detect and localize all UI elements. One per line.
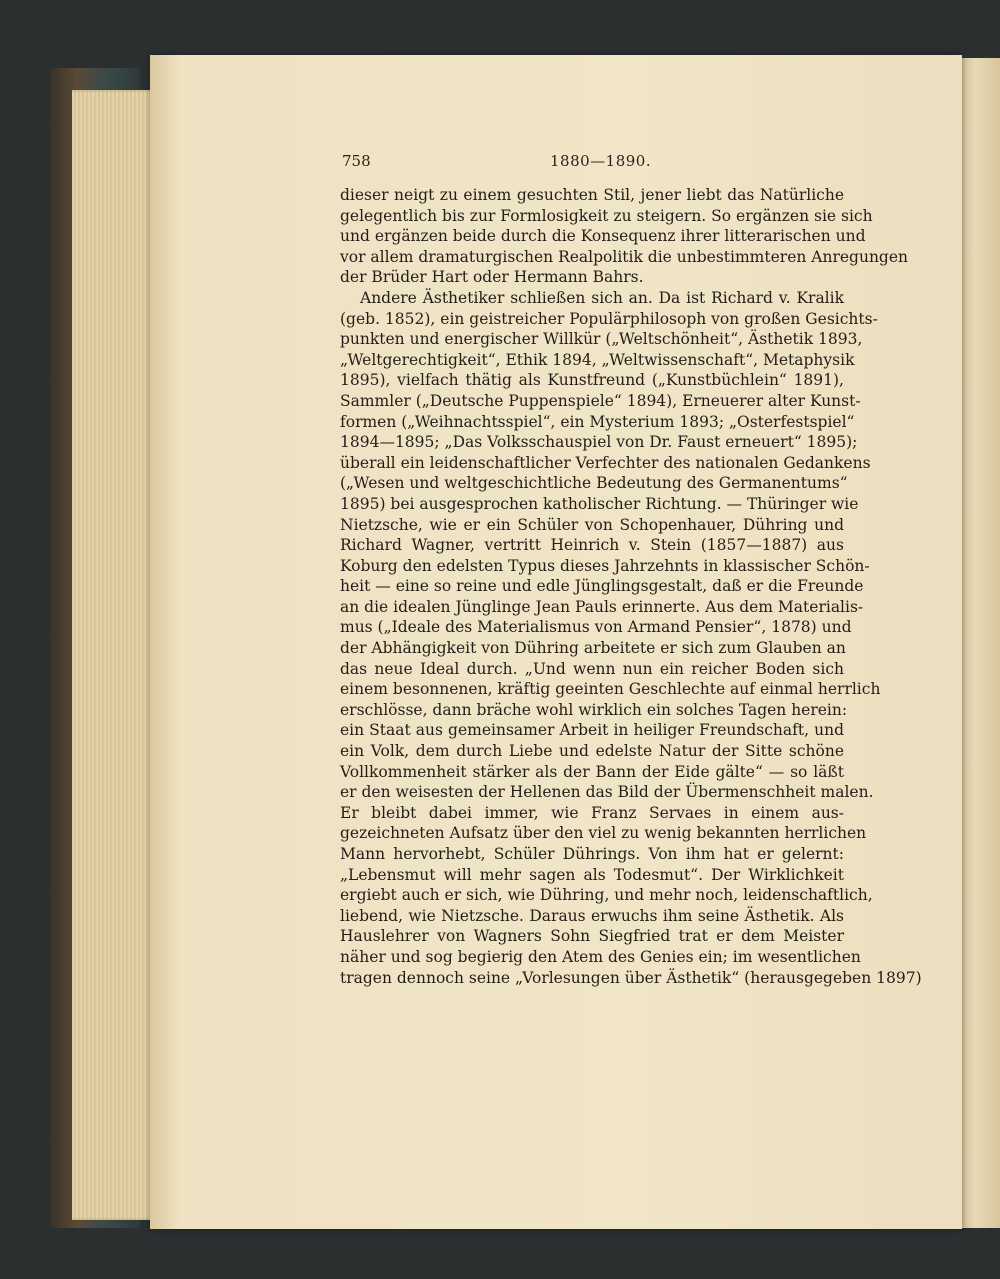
text-line: Hauslehrer von Wagners Sohn Siegfried trat er dem Meister	[340, 927, 844, 946]
text-line: einem besonnenen, kräftig geeinten Geschlechte auf einmal herrlich	[340, 680, 881, 699]
text-line: 1894—1895; „Das Volksschauspiel von Dr. Faust erneuert“ 1895);	[340, 433, 858, 452]
text-line: gelegentlich bis zur Formlosigkeit zu steigern. So ergänzen sie sich	[340, 206, 873, 225]
text-line: näher und sog begierig den Atem des Genies ein; im wesentlichen	[340, 947, 861, 966]
text-line: der Brüder Hart oder Hermann Bahrs.	[340, 268, 644, 287]
text-line: Koburg den edelsten Typus dieses Jahrzehnts in klassischer Schön-	[340, 556, 870, 575]
running-head: 1880—1890.	[550, 152, 652, 170]
page-header	[342, 152, 842, 176]
text-line: Vollkommenheit stärker als der Bann der Eide gälte“ — so läßt	[340, 762, 844, 781]
text-line: (geb. 1852), ein geistreicher Populärphilosoph von großen Gesichts-	[340, 309, 878, 328]
text-line: liebend, wie Nietzsche. Daraus erwuchs ihm seine Ästhetik. Als	[340, 906, 844, 925]
text-line: Mann hervorhebt, Schüler Dührings. Von ihm hat er gelernt:	[340, 845, 844, 863]
text-line: „Weltgerechtigkeit“, Ethik 1894, „Weltwissenschaft“, Metaphysik	[340, 350, 855, 369]
text-line: („Wesen und weltgeschichtliche Bedeutung des Germanentums“	[340, 474, 848, 493]
text-line: der Abhängigkeit von Dühring arbeitete er sich zum Glauben an	[340, 639, 846, 658]
text-line: ein Volk, dem durch Liebe und edelste Natur der Sitte schöne	[340, 742, 844, 761]
page-number: 758	[342, 152, 371, 170]
text-line: er den weisesten der Hellenen das Bild der Übermenschheit malen.	[340, 783, 874, 802]
text-line: überall ein leidenschaftlicher Verfechter des nationalen Gedankens	[340, 453, 871, 472]
text-line: ergiebt auch er sich, wie Dühring, und mehr noch, leidenschaftlich,	[340, 886, 873, 905]
body-text	[340, 185, 922, 988]
text-line: vor allem dramaturgischen Realpolitik die unbestimmteren Anregungen	[340, 247, 908, 266]
text-line: gezeichneten Aufsatz über den viel zu wenig bekannten herrlichen	[340, 824, 867, 843]
text-line: tragen dennoch seine „Vorlesungen über Ästhetik“ (herausgegeben 1897)	[340, 968, 922, 987]
facing-page-edge	[958, 58, 1000, 1228]
text-line: und ergänzen beide durch die Konsequenz ihrer litterarischen und	[340, 227, 866, 246]
text-line: das neue Ideal durch. „Und wenn nun ein reicher Boden sich	[340, 659, 844, 678]
text-line: 1895), vielfach thätig als Kunstfreund („Kunstbüchlein“ 1891),	[340, 371, 844, 390]
text-line: Sammler („Deutsche Puppenspiele“ 1894), Erneuerer alter Kunst-	[340, 391, 861, 410]
page-edges	[72, 90, 162, 1220]
text-line: 1895) bei ausgesprochen katholischer Richtung. — Thüringer wie	[340, 494, 859, 513]
text-line: „Lebensmut will mehr sagen als Todesmut“. Der Wirklichkeit	[340, 865, 844, 884]
text-line: Andere Ästhetiker schließen sich an. Da ist Richard v. Kralik	[360, 288, 844, 307]
text-line: Er bleibt dabei immer, wie Franz Servaes in einem aus-	[340, 803, 844, 822]
text-line: heit — eine so reine und edle Jünglingsgestalt, daß er die Freunde	[340, 577, 864, 596]
text-line: Nietzsche, wie er ein Schüler von Schopenhauer, Dühring und	[340, 515, 844, 534]
text-line: an die idealen Jünglinge Jean Pauls erinnerte. Aus dem Materialis-	[340, 597, 864, 616]
text-line: dieser neigt zu einem gesuchten Stil, jener liebt das Natürliche	[340, 186, 844, 204]
text-line: ein Staat aus gemeinsamer Arbeit in heiliger Freundschaft, und	[340, 721, 844, 740]
text-line: Richard Wagner, vertritt Heinrich v. Stein (1857—1887) aus	[340, 536, 844, 555]
text-line: punkten und energischer Willkür („Weltschönheit“, Ästhetik 1893,	[340, 330, 863, 349]
text-line: mus („Ideale des Materialismus von Armand Pensier“, 1878) und	[340, 618, 852, 637]
text-line: erschlösse, dann bräche wohl wirklich ein solches Tagen herein:	[340, 700, 848, 719]
text-line: formen („Weihnachtsspiel“, ein Mysterium 1893; „Osterfestspiel“	[340, 412, 855, 431]
